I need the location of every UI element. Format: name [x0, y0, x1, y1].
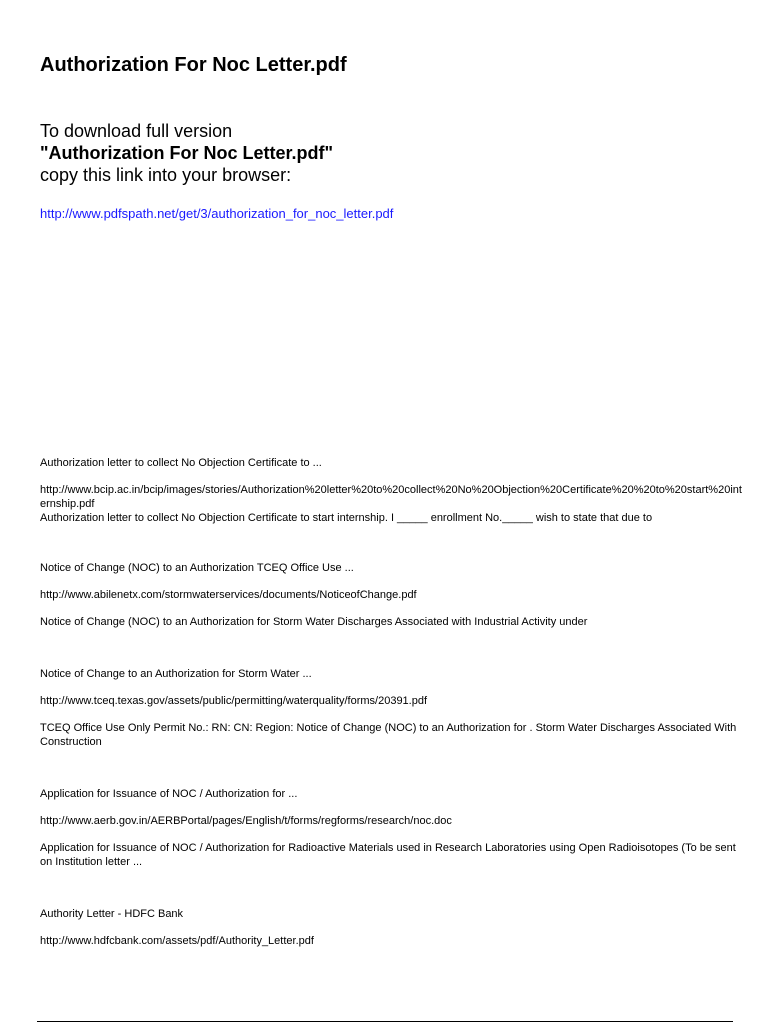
result-snippet: Authorization letter to collect No Objection Certificate to start internship. I _____ enrollment No._____ wish to state that due to [40, 512, 653, 524]
page-title: Authorization For Noc Letter.pdf [40, 54, 347, 76]
result-title: Authority Letter - HDFC Bank [40, 908, 184, 920]
result-title: Notice of Change (NOC) to an Authorization TCEQ Office Use ... [40, 562, 354, 574]
list-item [40, 561, 748, 629]
result-title: Application for Issuance of NOC / Authorization for ... [40, 788, 298, 800]
footer-divider [37, 1021, 733, 1022]
download-instructions [40, 120, 333, 186]
result-snippet: Notice of Change (NOC) to an Authorization for Storm Water Discharges Associated with Industrial Activity under [40, 616, 588, 628]
result-url[interactable]: http://www.abilenetx.com/stormwaterservices/documents/NoticeofChange.pdf [40, 589, 417, 601]
result-snippet: Application for Issuance of NOC / Authorization for Radioactive Materials used in Research Laboratories using Open Radioisotopes (To be sent on Institution letter ... [40, 842, 736, 868]
download-line-1: To download full version [40, 121, 233, 141]
list-item [40, 456, 748, 525]
download-line-3: copy this link into your browser: [40, 165, 292, 185]
result-url[interactable]: http://www.hdfcbank.com/assets/pdf/Authority_Letter.pdf [40, 935, 314, 947]
list-item [40, 787, 748, 869]
download-link[interactable]: http://www.pdfspath.net/get/3/authorization_for_noc_letter.pdf [40, 206, 394, 221]
result-url[interactable]: http://www.aerb.gov.in/AERBPortal/pages/English/t/forms/regforms/research/noc.doc [40, 815, 452, 827]
list-item [40, 907, 748, 948]
result-url[interactable]: http://www.bcip.ac.in/bcip/images/stories/Authorization%20letter%20to%20collect%20No%20Objection%20Certificate%20%20to%20start%20internship.pdf [40, 484, 742, 510]
result-title: Notice of Change to an Authorization for Storm Water ... [40, 668, 312, 680]
result-url[interactable]: http://www.tceq.texas.gov/assets/public/permitting/waterquality/forms/20391.pdf [40, 695, 428, 707]
result-snippet: TCEQ Office Use Only Permit No.: RN: CN: Region: Notice of Change (NOC) to an Authorization for . Storm Water Discharges Associated With Construction [40, 722, 737, 748]
list-item [40, 667, 748, 749]
result-title: Authorization letter to collect No Objection Certificate to ... [40, 457, 322, 469]
results-list [40, 456, 748, 948]
download-file-name: "Authorization For Noc Letter.pdf" [40, 143, 334, 163]
